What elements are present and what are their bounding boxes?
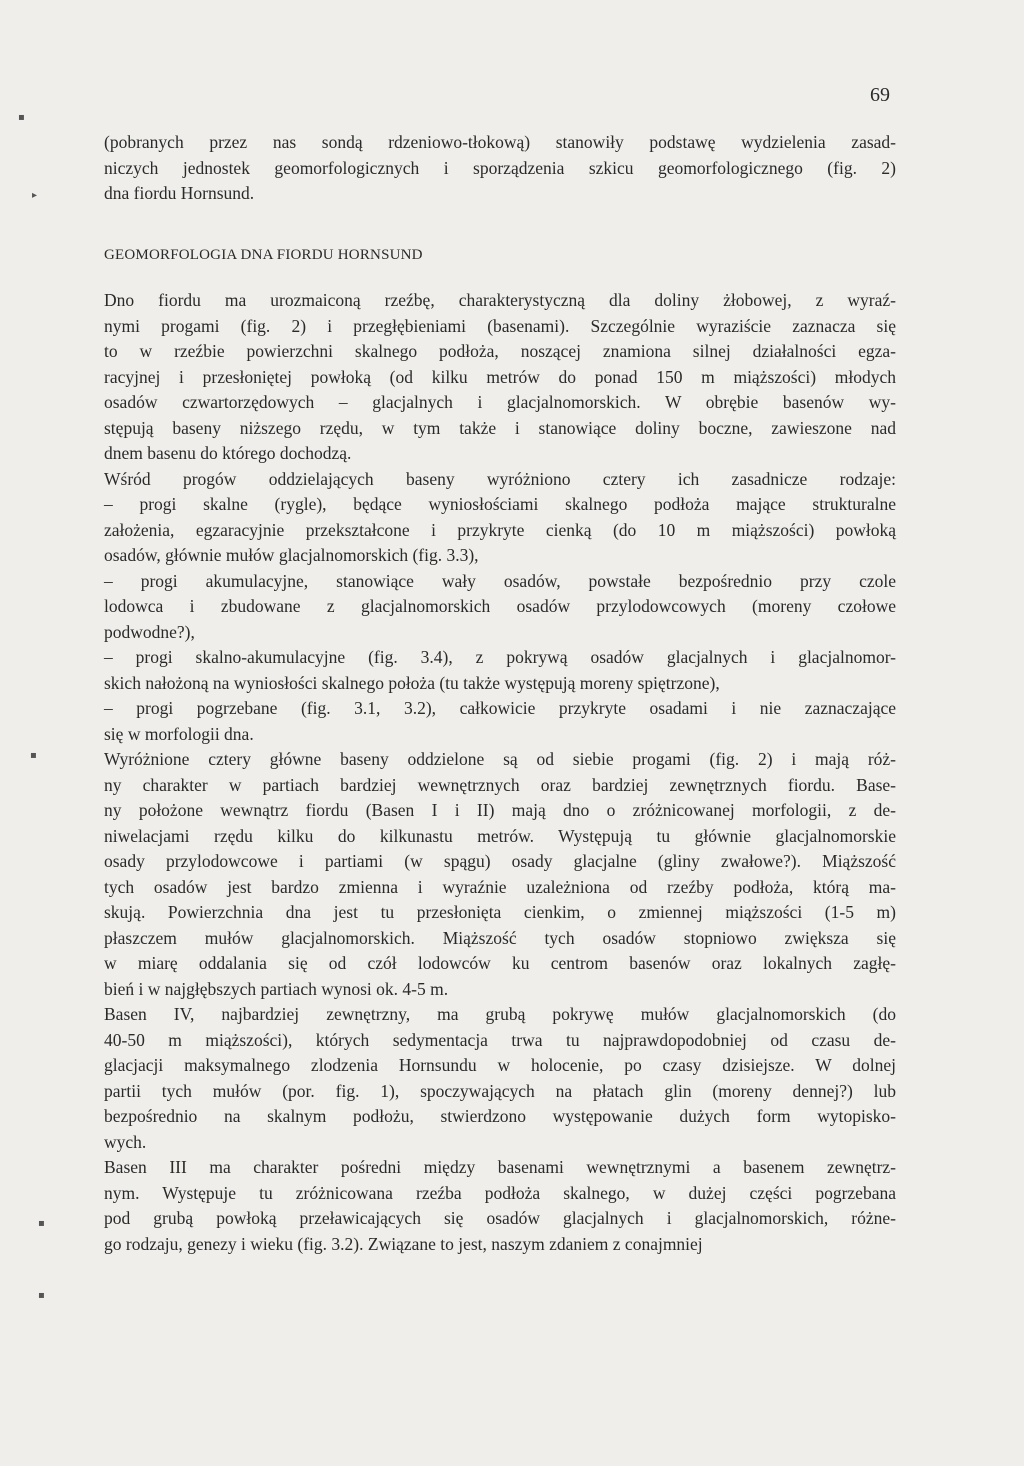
text-line: nym. Występuje tu zróżnicowana rzeźba podłoża skalnego, w dużej części pogrzebana [104,1182,896,1203]
page-number: 69 [870,84,890,106]
text-line: dnem basenu do którego dochodzą. [104,443,352,463]
paragraph [104,467,896,569]
text-line: skują. Powierzchnia dna jest tu przesłonięta cienkim, o zmiennej miąższości (1-5 m) [104,902,896,922]
text-line: dna fiordu Hornsund. [104,183,255,203]
text-line: – progi skalno-akumulacyjne (fig. 3.4), z pokrywą osadów glacjalnych i glacjalnomor- [104,647,896,667]
text-line: – progi akumulacyjne, stanowiące wały osadów, powstałe bezpośrednio przy czole [104,570,896,591]
paragraph [104,747,896,1002]
text-line: płaszczem mułów glacjalnomorskich. Miąższość tych osadów stopniowo zwiększa się [104,927,896,948]
text-line: tych osadów jest bardzo zmienna i wyraźnie uzależniona od rzeźby podłoża, którą ma- [104,876,896,897]
text-line: partii tych mułów (por. fig. 1), spoczywających na płatach glin (moreny dennej?) lub [104,1080,896,1101]
scan-mark: ▪ [30,750,37,761]
paragraph [104,1155,896,1257]
paragraph [104,696,896,747]
text-line: osadów, głównie mułów glacjalnomorskich (fig. 3.3), [104,545,479,565]
text-line: bień i w najgłębszych partiach wynosi ok. 4-5 m. [104,978,449,999]
text-line: go rodzaju, genezy i wieku (fig. 3.2). Związane to jest, naszym zdaniem z conajmniej [104,1233,703,1254]
text-line: niczych jednostek geomorfologicznych i sporządzenia szkicu geomorfologicznego (fig. 2) [104,157,896,178]
text-line: podwodne?), [104,621,195,642]
text-line: osadów czwartorzędowych – glacjalnych i glacjalnomorskich. W obrębie basenów wy- [104,392,896,412]
scan-mark: ▪ [38,1290,45,1301]
text-line: pod grubą powłoką przeławicających się osadów glacjalnych i glacjalnomorskich, różne- [104,1208,896,1228]
text-line: się w morfologii dna. [104,723,254,744]
text-line: to w rzeźbie powierzchni skalnego podłoża, noszącej znamiona silnej działalności egza- [104,341,896,361]
text-line: racyjnej i przesłoniętej powłoką (od kilku metrów do ponad 150 m miąższości) młodych [104,366,896,387]
text-line: bezpośrednio na skalnym podłożu, stwierdzono występowanie dużych form wytopisko- [104,1106,896,1126]
section-heading: GEOMORFOLOGIA DNA FIORDU HORNSUND [104,246,423,263]
page-content [104,130,896,1257]
text-line: Wśród progów oddzielających baseny wyróżniono cztery ich zasadnicze rodzaje: [104,468,896,489]
text-line: Dno fiordu ma urozmaiconą rzeźbę, charakterystyczną dla doliny żłobowej, z wyraź- [104,290,896,310]
text-line: osady przylodowcowe i partiami (w spągu) osady glacjalne (gliny zwałowe?). Miąższość [104,851,896,871]
text-line: niwelacjami rzędu kilku do kilkunastu metrów. Występują tu głównie glacjalnomorskie [104,825,896,846]
paragraph [104,1002,896,1155]
text-line: glacjacji maksymalnego zlodzenia Hornsundu w holocenie, po czasy dzisiejsze. W dolnej [104,1055,896,1075]
scan-mark: ▸ [32,190,38,201]
paragraph [104,569,896,646]
text-line: Wyróżnione cztery główne baseny oddzielone są od siebie progami (fig. 2) i mają róż- [104,749,896,769]
text-line: ny charakter w partiach bardziej wewnętrznych oraz bardziej zewnętrznych fiordu. Base- [104,774,896,795]
section-body [104,288,896,1257]
text-line: ny położone wewnątrz fiordu (Basen I i II) mają dno o zróżnicowanej morfologii, z de- [104,800,896,820]
text-line: 40-50 m miąższości), których sedymentacja trwa tu najprawdopodobniej od czasu de- [104,1029,896,1050]
text-line: – progi skalne (rygle), będące wyniosłościami skalnego podłoża mające strukturalne [104,494,896,514]
text-line: wych. [104,1131,147,1152]
text-line: lodowca i zbudowane z glacjalnomorskich osadów przylodowcowych (moreny czołowe [104,596,896,616]
scan-mark: ▪ [38,1218,45,1229]
text-line: Basen IV, najbardziej zewnętrzny, ma grubą pokrywę mułów glacjalnomorskich (do [104,1004,896,1024]
text-line: skich nałożoną na wyniosłości skalnego położa (tu także występują moreny spiętrzone), [104,672,720,693]
text-line: stępują baseny niższego rzędu, w tym także i stanowiące doliny boczne, zawieszone nad [104,417,896,438]
scan-mark: ▪ [18,112,25,123]
paragraph [104,288,896,467]
text-line: (pobranych przez nas sondą rdzeniowo-tłokową) stanowiły podstawę wydzielenia zasad- [104,132,896,152]
text-line: Basen III ma charakter pośredni między basenami wewnętrznymi a basenem zewnętrz- [104,1157,896,1177]
text-line: założenia, egzaracyjnie przekształcone i przykryte cienką (do 10 m miąższości) powłoką [104,519,896,540]
paragraph [104,645,896,696]
intro-paragraph [104,130,896,207]
text-line: – progi pogrzebane (fig. 3.1, 3.2), całkowicie przykryte osadami i nie zaznaczające [104,698,896,718]
text-line: nymi progami (fig. 2) i przegłębieniami (basenami). Szczególnie wyraziście zaznacza się [104,315,896,336]
text-line: w miarę oddalania się od czół lodowców ku centrom basenów oraz lokalnych zagłę- [104,953,896,973]
